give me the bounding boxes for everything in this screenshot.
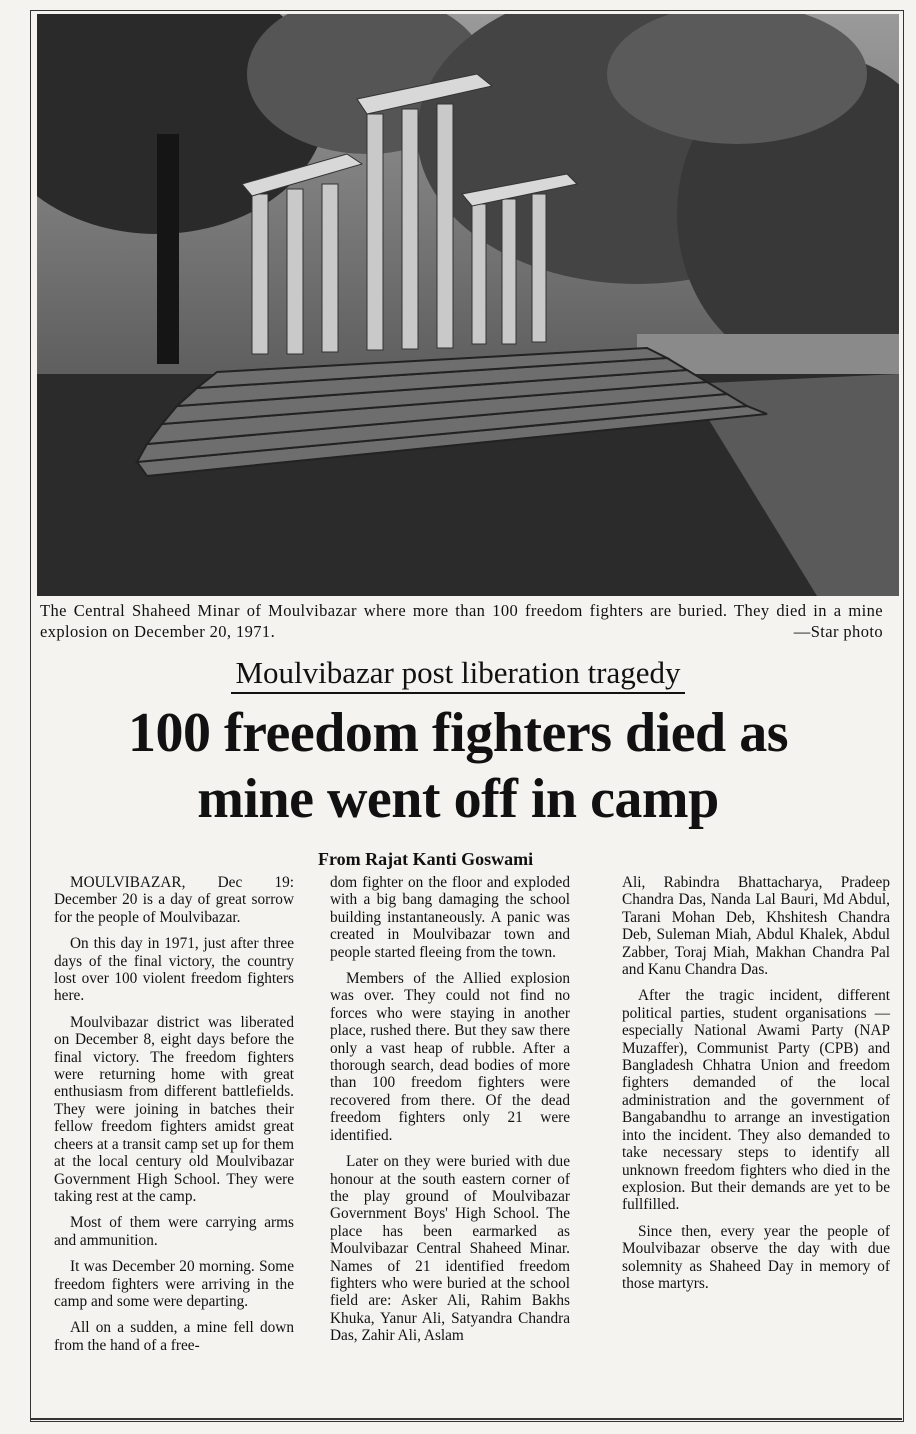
article-column-2 bbox=[330, 874, 570, 1354]
paragraph: Ali, Rabindra Bhattacharya, Pradeep Chandra Das, Nanda Lal Bauri, Md Abdul, Tarani Mohan Deb, Khshitesh Chandra Deb, Suleman Miah, Abdul Khalek, Abdul Zabber, Toraj Miah, Makhan Chandra Pal and Kanu Chandra Das. bbox=[622, 874, 890, 979]
article-column-1 bbox=[54, 874, 294, 1363]
paragraph: All on a sudden, a mine fell down from the hand of a free- bbox=[54, 1319, 294, 1354]
paragraph: Members of the Allied explosion was over. They could not find no forces who were staying in another place, rushed there. But they saw there only a vast heap of rubble. After a thorough search, dead bodies of more than 100 freedom fighters were recovered from there. Of the dead freedom fighters only 21 were identified. bbox=[330, 970, 570, 1144]
paragraph: Most of them were carrying arms and ammunition. bbox=[54, 1214, 294, 1249]
paragraph: On this day in 1971, just after three days of the final victory, the country lost over 100 violent freedom fighters here. bbox=[54, 935, 294, 1005]
memorial-photo bbox=[37, 14, 899, 596]
caption-text: The Central Shaheed Minar of Moulvibazar where more than 100 freedom fighters are buried. They died in a mine explosion on December 20, 1971. bbox=[40, 601, 883, 641]
kicker bbox=[0, 651, 916, 695]
paragraph: Since then, every year the people of Moulvibazar observe the day with due solemnity as Shaheed Day in memory of those martyrs. bbox=[622, 1222, 890, 1292]
bottom-rule bbox=[30, 1418, 902, 1420]
byline: From Rajat Kanti Goswami bbox=[318, 849, 534, 869]
paragraph: Later on they were buried with due honour at the south eastern corner of the play ground of Moulvibazar Government Boys' High School. The place has been earmarked as Moulvibazar Central Shaheed Minar. Names of 21 identified freedom fighters who were buried at the school field are: Asker Ali, Rahim Bakhs Khuka, Yanur Ali, Satyandra Chandra Das, Zahir Ali, Aslam bbox=[330, 1153, 570, 1345]
headline-line-1: 100 freedom fighters died as bbox=[128, 702, 788, 764]
paragraph: MOULVIBAZAR, Dec 19: December 20 is a day of great sorrow for the people of Moulvibazar. bbox=[54, 874, 294, 926]
paragraph: After the tragic incident, different political parties, student organisations — especially National Awami Party (NAP Muzaffer), Communist Party (CPB) and Bangladesh Chhatra Union and freedom fighters demanded of the local administration and the government of Bangabandhu to arrange an investigation into the incident. They also demanded to take necessary steps to identify all unknown freedom fighters who died in the explosion. But their demands are yet to be fullfilled. bbox=[622, 987, 890, 1214]
memorial-photo-icon bbox=[37, 14, 899, 596]
paragraph: Moulvibazar district was liberated on December 8, eight days before the final victory. The freedom fighters were returning home with great enthusiasm from different battlefields. They were joining in batches their fellow freedom fighters amidst great cheers at a transit camp set up for them at the local century old Moulvibazar Government High School. They were taking rest at the camp. bbox=[54, 1013, 294, 1205]
photo-credit: —Star photo bbox=[793, 622, 883, 641]
headline-line-2: mine went off in camp bbox=[197, 768, 719, 830]
photo-caption bbox=[40, 600, 883, 642]
kicker-text: Moulvibazar post liberation tragedy bbox=[231, 655, 684, 694]
article-column-3 bbox=[622, 874, 890, 1301]
headline bbox=[0, 700, 916, 832]
paragraph: It was December 20 morning. Some freedom fighters were arriving in the camp and some were departing. bbox=[54, 1258, 294, 1310]
paragraph: dom fighter on the floor and exploded with a big bang damaging the school building instantaneously. A panic was created in Moulvibazar town and people started fleeing from the town. bbox=[330, 874, 570, 961]
